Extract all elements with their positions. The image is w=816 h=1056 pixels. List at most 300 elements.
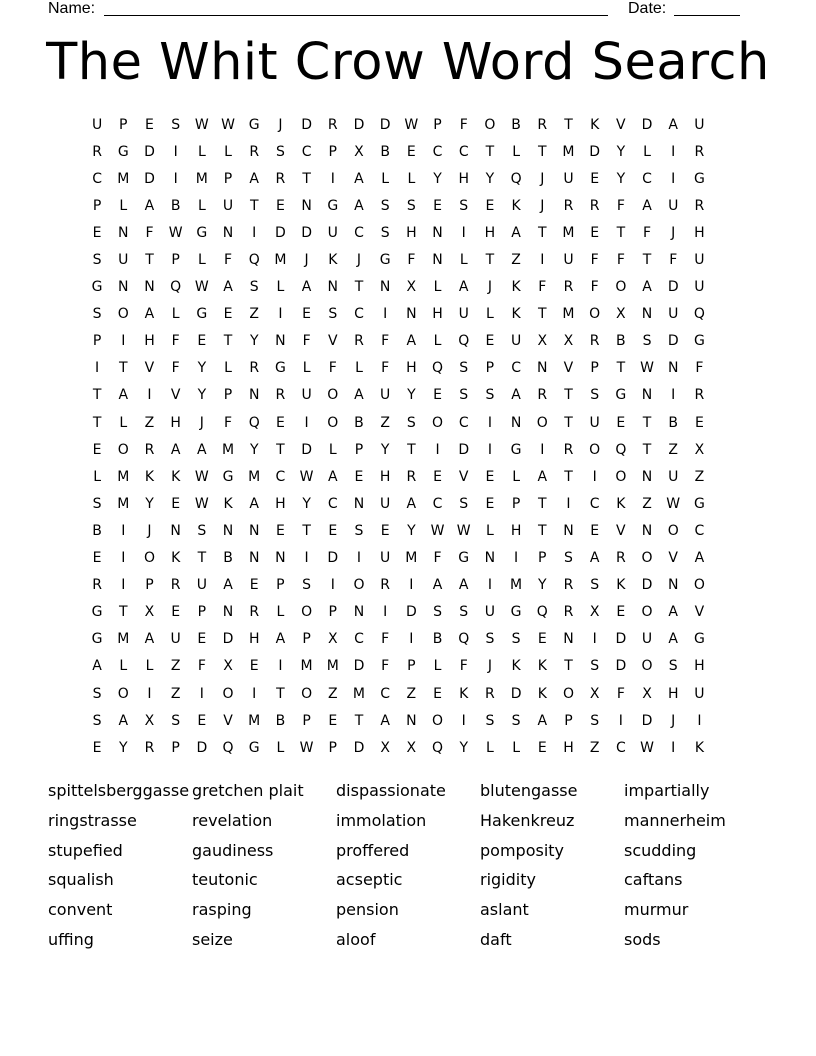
grid-letter: X bbox=[642, 685, 652, 702]
grid-letter: R bbox=[694, 387, 705, 404]
grid-letter: A bbox=[458, 577, 469, 594]
grid-letter: B bbox=[432, 631, 443, 648]
grid-letter: I bbox=[435, 441, 440, 458]
grid-letter: R bbox=[406, 468, 417, 485]
grid-letter: W bbox=[194, 116, 209, 133]
word-list-item: caftans bbox=[624, 870, 683, 890]
grid-letter: N bbox=[563, 631, 574, 648]
grid-letter: B bbox=[668, 414, 679, 431]
grid-letter: U bbox=[458, 306, 469, 323]
grid-letter: V bbox=[694, 604, 705, 621]
grid-letter: I bbox=[540, 252, 545, 269]
grid-letter: C bbox=[354, 306, 364, 323]
grid-letter: P bbox=[302, 712, 311, 729]
grid-letter: E bbox=[433, 387, 442, 404]
grid-letter: Y bbox=[249, 333, 259, 350]
grid-letter: D bbox=[327, 550, 339, 567]
grid-letter: E bbox=[590, 224, 600, 241]
grid-letter: E bbox=[92, 224, 102, 241]
grid-letter: E bbox=[485, 333, 495, 350]
grid-letter: S bbox=[197, 522, 207, 539]
grid-letter: Z bbox=[511, 252, 521, 269]
grid-letter: R bbox=[563, 441, 574, 458]
word-list-item: rigidity bbox=[480, 870, 536, 890]
grid-letter: M bbox=[510, 577, 523, 594]
grid-letter: V bbox=[144, 360, 155, 377]
grid-letter: H bbox=[379, 468, 391, 485]
grid-letter: N bbox=[353, 495, 365, 512]
grid-letter: A bbox=[144, 197, 155, 214]
grid-letter: N bbox=[275, 333, 286, 350]
grid-letter: M bbox=[352, 685, 366, 702]
grid-letter: I bbox=[173, 143, 178, 160]
grid-letter: T bbox=[407, 441, 416, 458]
grid-letter: U bbox=[641, 631, 653, 648]
word-list-item: immolation bbox=[336, 810, 427, 830]
grid-letter: S bbox=[433, 604, 442, 621]
grid-letter: I bbox=[121, 550, 126, 567]
grid-letter: D bbox=[589, 143, 601, 160]
grid-letter: O bbox=[693, 577, 705, 594]
grid-letter: Y bbox=[197, 360, 207, 377]
grid-letter: T bbox=[197, 550, 207, 567]
grid-letter: U bbox=[484, 604, 496, 621]
grid-letter: N bbox=[118, 224, 129, 241]
grid-letter: E bbox=[433, 197, 442, 214]
grid-letter: G bbox=[615, 387, 627, 404]
grid-letter: G bbox=[91, 279, 103, 296]
grid-letter: F bbox=[381, 631, 390, 648]
grid-letter: Y bbox=[616, 170, 626, 187]
grid-letter: O bbox=[301, 604, 313, 621]
grid-letter: L bbox=[512, 143, 520, 160]
grid-letter: U bbox=[222, 197, 234, 214]
grid-letter: T bbox=[302, 522, 311, 539]
name-blank-line bbox=[104, 15, 608, 16]
grid-letter: T bbox=[223, 333, 233, 350]
grid-letter: X bbox=[380, 739, 390, 756]
grid-letter: E bbox=[485, 495, 495, 512]
grid-letter: O bbox=[117, 685, 129, 702]
grid-letter: L bbox=[276, 604, 285, 621]
grid-letter: L bbox=[486, 306, 494, 323]
grid-letter: L bbox=[433, 279, 442, 296]
word-list-item: uffing bbox=[48, 929, 94, 949]
grid-letter: O bbox=[589, 306, 601, 323]
grid-letter: P bbox=[590, 360, 599, 377]
grid-letter: A bbox=[354, 387, 364, 404]
grid-letter: T bbox=[538, 224, 547, 241]
grid-letter: T bbox=[642, 252, 652, 269]
grid-letter: Y bbox=[249, 441, 259, 458]
grid-letter: S bbox=[171, 116, 181, 133]
grid-letter: N bbox=[484, 550, 496, 567]
grid-letter: T bbox=[276, 441, 285, 458]
grid-letter: K bbox=[511, 197, 521, 214]
grid-letter: D bbox=[353, 658, 365, 675]
grid-letter: O bbox=[432, 414, 444, 431]
grid-letter: V bbox=[327, 333, 338, 350]
grid-letter: U bbox=[668, 197, 679, 214]
grid-letter: F bbox=[538, 279, 547, 296]
grid-letter: H bbox=[458, 170, 469, 187]
grid-letter: S bbox=[564, 550, 573, 567]
grid-letter: Z bbox=[249, 306, 260, 323]
grid-letter: I bbox=[252, 224, 257, 241]
grid-letter: P bbox=[433, 116, 442, 133]
grid-letter: V bbox=[668, 550, 678, 567]
grid-letter: L bbox=[302, 360, 311, 377]
grid-letter: R bbox=[249, 143, 260, 160]
grid-letter: Q bbox=[432, 360, 444, 377]
grid-letter: E bbox=[249, 577, 259, 594]
grid-letter: K bbox=[171, 468, 181, 485]
grid-letter: O bbox=[615, 279, 627, 296]
grid-letter: P bbox=[511, 495, 521, 512]
grid-letter: A bbox=[92, 658, 102, 675]
grid-letter: T bbox=[564, 658, 573, 675]
grid-letter: I bbox=[671, 387, 676, 404]
grid-letter: D bbox=[353, 739, 365, 756]
grid-letter: U bbox=[301, 387, 312, 404]
grid-letter: C bbox=[432, 143, 443, 160]
grid-letter: A bbox=[668, 604, 678, 621]
grid-letter: N bbox=[667, 360, 679, 377]
grid-letter: J bbox=[540, 197, 545, 214]
grid-letter: N bbox=[353, 604, 365, 621]
word-list-item: blutengasse bbox=[480, 781, 578, 800]
grid-letter: L bbox=[486, 739, 494, 756]
grid-letter: N bbox=[327, 279, 339, 296]
header-line bbox=[48, 0, 748, 20]
grid-letter: S bbox=[511, 712, 521, 729]
grid-letter: D bbox=[615, 631, 627, 648]
grid-letter: P bbox=[197, 604, 207, 621]
grid-letter: O bbox=[301, 685, 313, 702]
grid-letter: T bbox=[249, 197, 259, 214]
grid-letter: V bbox=[563, 360, 574, 377]
grid-letter: D bbox=[405, 604, 417, 621]
grid-letter: L bbox=[119, 658, 128, 675]
grid-letter: I bbox=[514, 550, 519, 567]
grid-letter: Q bbox=[693, 306, 705, 323]
grid-letter: P bbox=[485, 360, 495, 377]
grid-letter: S bbox=[92, 685, 102, 702]
grid-letter: S bbox=[459, 604, 469, 621]
grid-letter: I bbox=[409, 577, 414, 594]
grid-letter: G bbox=[274, 360, 286, 377]
grid-letter: P bbox=[92, 333, 102, 350]
grid-letter: F bbox=[695, 360, 704, 377]
grid-letter: E bbox=[249, 658, 259, 675]
word-list-item: squalish bbox=[48, 870, 114, 890]
grid-letter: M bbox=[117, 495, 130, 512]
grid-letter: J bbox=[671, 224, 676, 241]
grid-letter: A bbox=[327, 468, 338, 485]
word-list-item: stupefied bbox=[48, 840, 123, 860]
grid-letter: J bbox=[671, 712, 676, 729]
grid-letter: S bbox=[92, 252, 102, 269]
grid-letter: N bbox=[432, 252, 443, 269]
grid-letter: M bbox=[300, 658, 313, 675]
grid-letter: L bbox=[512, 739, 520, 756]
grid-letter: L bbox=[224, 143, 232, 160]
grid-letter: O bbox=[536, 414, 548, 431]
grid-letter: G bbox=[693, 631, 705, 648]
grid-letter: T bbox=[538, 522, 547, 539]
grid-letter: Y bbox=[616, 143, 626, 160]
grid-letter: G bbox=[117, 143, 129, 160]
grid-letter: M bbox=[562, 306, 575, 323]
grid-letter: S bbox=[92, 495, 102, 512]
grid-letter: E bbox=[590, 522, 600, 539]
grid-letter: M bbox=[326, 658, 339, 675]
grid-letter: D bbox=[222, 631, 234, 648]
grid-letter: T bbox=[564, 387, 573, 404]
grid-letter: L bbox=[433, 658, 442, 675]
grid-letter: E bbox=[433, 468, 442, 485]
grid-letter: W bbox=[640, 360, 654, 377]
grid-letter: F bbox=[590, 279, 599, 296]
grid-letter: T bbox=[145, 252, 154, 269]
grid-letter: K bbox=[616, 577, 626, 594]
grid-letter: G bbox=[248, 739, 260, 756]
grid-letter: R bbox=[92, 577, 102, 594]
word-list-item: murmur bbox=[624, 900, 689, 920]
grid-letter: C bbox=[589, 495, 600, 512]
grid-letter: D bbox=[667, 333, 679, 350]
grid-letter: E bbox=[590, 170, 600, 187]
grid-letter: F bbox=[145, 224, 154, 241]
grid-letter: A bbox=[642, 279, 652, 296]
grid-letter: J bbox=[356, 252, 362, 269]
grid-letter: S bbox=[642, 333, 652, 350]
grid-letter: R bbox=[275, 387, 286, 404]
grid-letter: W bbox=[221, 116, 235, 133]
grid-letter: S bbox=[249, 279, 259, 296]
grid-letter: V bbox=[616, 116, 626, 133]
grid-letter: X bbox=[537, 333, 548, 350]
grid-letter: F bbox=[302, 333, 311, 350]
grid-letter: B bbox=[354, 414, 364, 431]
grid-letter: E bbox=[694, 414, 704, 431]
grid-letter: Q bbox=[248, 414, 260, 431]
grid-letter: L bbox=[407, 170, 416, 187]
grid-letter: S bbox=[668, 658, 678, 675]
grid-letter: Y bbox=[485, 170, 495, 187]
grid-letter: U bbox=[91, 116, 103, 133]
grid-letter: E bbox=[92, 441, 102, 458]
grid-letter: A bbox=[354, 197, 364, 214]
grid-letter: S bbox=[485, 631, 495, 648]
grid-letter: O bbox=[117, 306, 129, 323]
grid-letter: P bbox=[223, 387, 233, 404]
grid-letter: P bbox=[354, 441, 364, 458]
grid-letter: W bbox=[194, 495, 209, 512]
grid-letter: F bbox=[171, 333, 180, 350]
grid-letter: Z bbox=[694, 468, 705, 485]
grid-letter: U bbox=[563, 170, 574, 187]
grid-letter: L bbox=[93, 468, 101, 485]
grid-letter: P bbox=[223, 170, 233, 187]
grid-letter: I bbox=[278, 306, 283, 323]
grid-letter: N bbox=[641, 522, 653, 539]
grid-letter: O bbox=[353, 577, 365, 594]
grid-letter: E bbox=[537, 739, 547, 756]
grid-letter: F bbox=[590, 252, 599, 269]
grid-letter: S bbox=[406, 414, 416, 431]
grid-letter: A bbox=[537, 468, 548, 485]
grid-letter: T bbox=[642, 441, 652, 458]
grid-letter: C bbox=[354, 631, 364, 648]
grid-letter: S bbox=[406, 197, 416, 214]
grid-letter: P bbox=[171, 739, 180, 756]
grid-letter: G bbox=[379, 252, 391, 269]
grid-letter: D bbox=[641, 577, 653, 594]
grid-letter: A bbox=[170, 441, 181, 458]
grid-letter: Z bbox=[668, 441, 679, 458]
grid-letter: Q bbox=[248, 252, 260, 269]
grid-letter: O bbox=[327, 414, 339, 431]
grid-letter: E bbox=[275, 197, 285, 214]
grid-letter: I bbox=[566, 495, 571, 512]
grid-letter: A bbox=[668, 631, 678, 648]
grid-letter: I bbox=[95, 360, 100, 377]
grid-letter: O bbox=[432, 712, 444, 729]
grid-letter: T bbox=[538, 143, 547, 160]
grid-letter: L bbox=[145, 658, 154, 675]
grid-letter: F bbox=[433, 550, 442, 567]
grid-letter: A bbox=[144, 306, 155, 323]
grid-letter: R bbox=[563, 577, 574, 594]
grid-letter: G bbox=[196, 224, 208, 241]
grid-letter: H bbox=[170, 414, 181, 431]
grid-letter: K bbox=[171, 550, 181, 567]
grid-letter: W bbox=[404, 116, 419, 133]
grid-letter: L bbox=[119, 414, 128, 431]
grid-letter: D bbox=[641, 712, 653, 729]
grid-letter: W bbox=[666, 495, 681, 512]
grid-letter: U bbox=[563, 252, 574, 269]
grid-letter: G bbox=[693, 495, 705, 512]
word-list-item: sods bbox=[624, 929, 661, 949]
grid-letter: A bbox=[118, 712, 129, 729]
grid-letter: D bbox=[144, 170, 155, 187]
grid-letter: X bbox=[563, 333, 574, 350]
grid-letter: R bbox=[694, 143, 705, 160]
grid-letter: A bbox=[432, 577, 443, 594]
grid-letter: R bbox=[537, 116, 548, 133]
grid-letter: U bbox=[694, 279, 705, 296]
grid-letter: Q bbox=[432, 739, 444, 756]
grid-letter: K bbox=[616, 495, 626, 512]
grid-letter: Z bbox=[144, 414, 155, 431]
grid-letter: I bbox=[304, 414, 309, 431]
grid-letter: P bbox=[538, 550, 547, 567]
grid-letter: A bbox=[275, 631, 286, 648]
grid-letter: M bbox=[248, 468, 261, 485]
grid-letter: M bbox=[562, 224, 575, 241]
grid-letter: H bbox=[248, 631, 260, 648]
grid-letter: T bbox=[485, 252, 495, 269]
grid-letter: Z bbox=[170, 658, 181, 675]
grid-letter: R bbox=[380, 577, 391, 594]
grid-letter: M bbox=[405, 550, 418, 567]
grid-letter: Q bbox=[536, 604, 548, 621]
grid-letter: D bbox=[301, 224, 312, 241]
grid-letter: K bbox=[511, 658, 521, 675]
grid-letter: Q bbox=[615, 441, 627, 458]
grid-letter: A bbox=[511, 224, 521, 241]
grid-letter: I bbox=[121, 333, 126, 350]
grid-letter: A bbox=[589, 550, 600, 567]
grid-letter: C bbox=[458, 414, 469, 431]
grid-letter: F bbox=[224, 252, 233, 269]
grid-letter: S bbox=[485, 387, 495, 404]
grid-letter: G bbox=[693, 333, 705, 350]
grid-letter: U bbox=[196, 577, 207, 594]
grid-letter: W bbox=[168, 224, 183, 241]
grid-letter: I bbox=[487, 441, 492, 458]
grid-letter: O bbox=[484, 116, 496, 133]
grid-letter: P bbox=[328, 739, 337, 756]
grid-letter: N bbox=[563, 522, 574, 539]
grid-letter: B bbox=[616, 333, 626, 350]
grid-letter: E bbox=[275, 414, 285, 431]
grid-letter: J bbox=[487, 658, 492, 675]
grid-letter: H bbox=[406, 224, 417, 241]
grid-letter: V bbox=[170, 387, 181, 404]
grid-letter: N bbox=[641, 306, 653, 323]
grid-letter: E bbox=[485, 197, 495, 214]
grid-letter: X bbox=[406, 739, 417, 756]
grid-letter: J bbox=[304, 252, 309, 269]
grid-letter: I bbox=[199, 685, 204, 702]
grid-letter: S bbox=[590, 712, 600, 729]
grid-letter: T bbox=[616, 224, 626, 241]
grid-letter: I bbox=[487, 577, 492, 594]
grid-letter: K bbox=[144, 468, 155, 485]
grid-letter: G bbox=[693, 170, 705, 187]
grid-letter: P bbox=[328, 604, 337, 621]
grid-letter: K bbox=[328, 252, 338, 269]
grid-letter: O bbox=[641, 658, 653, 675]
grid-letter: O bbox=[143, 550, 155, 567]
grid-letter: L bbox=[512, 468, 520, 485]
grid-letter: P bbox=[564, 712, 573, 729]
grid-letter: T bbox=[564, 414, 573, 431]
grid-letter: T bbox=[92, 414, 102, 431]
grid-letter: M bbox=[117, 468, 130, 485]
word-list-item: rasping bbox=[192, 900, 252, 920]
word-list-item: aslant bbox=[480, 900, 529, 920]
grid-letter: G bbox=[196, 306, 208, 323]
grid-letter: W bbox=[194, 279, 209, 296]
grid-letter: E bbox=[433, 685, 442, 702]
grid-letter: W bbox=[299, 739, 314, 756]
grid-letter: H bbox=[484, 224, 496, 241]
grid-letter: S bbox=[590, 387, 600, 404]
grid-letter: X bbox=[354, 143, 364, 160]
grid-letter: J bbox=[540, 170, 545, 187]
grid-letter: G bbox=[91, 631, 103, 648]
grid-letter: C bbox=[275, 468, 286, 485]
grid-letter: A bbox=[668, 116, 678, 133]
grid-letter: Y bbox=[145, 495, 154, 512]
grid-letter: F bbox=[381, 333, 390, 350]
word-list bbox=[48, 776, 768, 955]
grid-letter: N bbox=[222, 522, 234, 539]
